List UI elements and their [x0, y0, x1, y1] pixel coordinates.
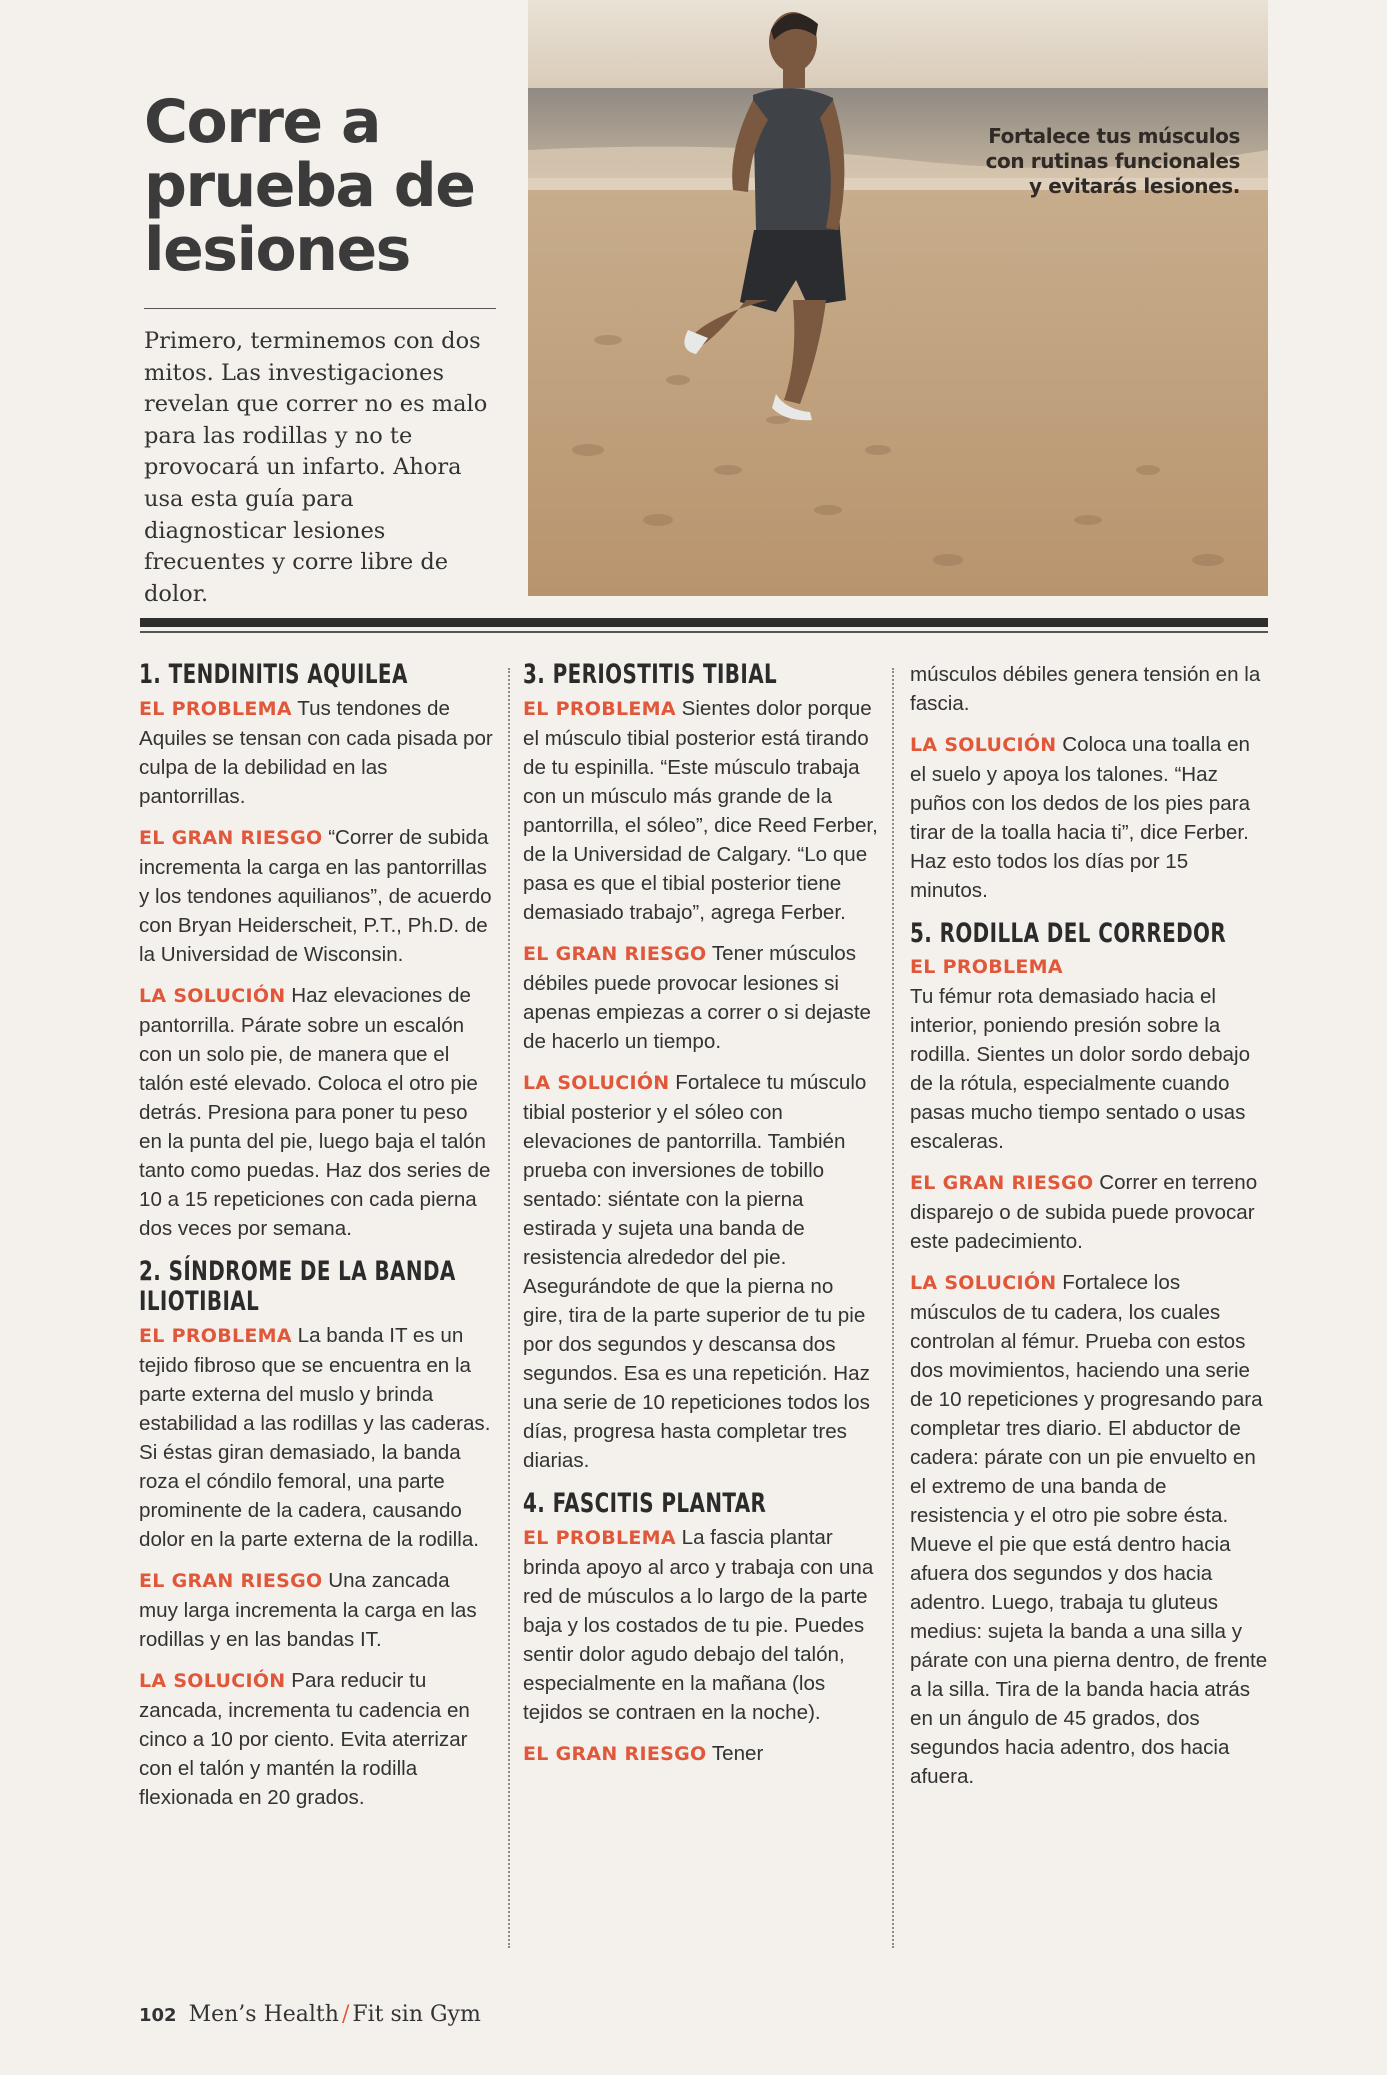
magazine-section: Fit sin Gym	[352, 2002, 481, 2027]
s4-solution	[910, 730, 1270, 905]
s4-risk-continued: músculos débiles genera tensión en la fascia.	[910, 663, 1261, 715]
solution-label: LA SOLUCIÓN	[910, 1272, 1057, 1294]
s3-solution	[523, 1068, 879, 1475]
section-divider-thick	[140, 618, 1268, 627]
title-line-2: prueba de	[144, 151, 475, 221]
s3-risk	[523, 939, 879, 1056]
s1-solution-text: Haz elevaciones de pantorrilla. Párate sobre un escalón con un solo pie, de manera que el talón esté elevado. Coloca el otro pie detrás. Presiona para poner tu peso en la punta del pie, luego baja el talón tanto como puedas. Haz dos series de 10 a 15 repeticiones con cada pierna dos veces por semana.	[139, 984, 491, 1240]
page-number: 102	[139, 2005, 177, 2026]
runner-photo	[528, 0, 1268, 596]
s2-solution	[139, 1666, 493, 1812]
risk-label: EL GRAN RIESGO	[139, 827, 323, 849]
article-title	[144, 87, 504, 285]
section-heading-itband: 2. SÍNDROME DE LA BANDA ILIOTIBIAL	[139, 1256, 456, 1317]
title-line-1: Corre a	[144, 87, 381, 157]
column-2	[523, 660, 879, 1950]
s2-risk	[139, 1566, 493, 1654]
s2-solution-text: Para reducir tu zancada, incrementa tu cadencia en cinco a 10 por ciento. Evita aterrizar con el talón y mantén la rodilla flexionada en 20 grados.	[139, 1669, 470, 1809]
column-1	[139, 660, 493, 1950]
section-heading-tendinitis: 1. TENDINITIS AQUILEA	[139, 659, 408, 690]
s4-problem	[523, 1523, 879, 1727]
s1-solution	[139, 981, 493, 1243]
s3-problem	[523, 694, 879, 927]
column-separator-2	[892, 668, 894, 1948]
title-divider	[144, 308, 496, 309]
s4-risk-text-start: Tener	[711, 1742, 764, 1765]
section-heading-runners-knee: 5. RODILLA DEL CORREDOR	[910, 918, 1227, 949]
s2-risk-text: Una zancada muy larga incrementa la carga en las rodillas y en las bandas IT.	[139, 1569, 477, 1651]
intro-paragraph: Primero, terminemos con dos mitos. Las investigaciones revelan que correr no es malo para las rodillas y no te provocará un infarto. Ahora usa esta guía para diagnosticar lesiones frecuentes y corre libre de dolor.	[144, 328, 488, 607]
column-separator-1	[508, 668, 510, 1948]
s3-problem-text: Sientes dolor porque el músculo tibial posterior está tirando de tu espinilla. “Este músculo trabaja con un músculo más grande de la pantorrilla, el sóleo”, dice Reed Ferber, de la Universidad de Calgary. “Lo que pasa es que el tibial posterior tiene demasiado trabajo”, agrega Ferber.	[523, 697, 878, 924]
s5-problem-text: Tu fémur rota demasiado hacia el interior, poniendo presión sobre la rodilla. Sientes un dolor sordo debajo de la rótula, especialmente cuando pasas mucho tiempo sentado o usas escaleras.	[910, 985, 1251, 1153]
footer-slash: /	[341, 2002, 350, 2027]
solution-label: LA SOLUCIÓN	[139, 1670, 286, 1692]
s4-solution-text: Coloca una toalla en el suelo y apoya los talones. “Haz puños con los dedos de los pies para tirar de la toalla hacia ti”, dice Ferber. Haz esto todos los días por 15 minutos.	[910, 733, 1251, 902]
risk-label: EL GRAN RIESGO	[523, 943, 707, 965]
s5-solution-text: Fortalece los músculos de tu cadera, los cuales controlan al fémur. Prueba con estos dos movimientos, haciendo una serie de 10 repeticiones y progresando para completar tres diario. El abductor de cadera: párate con un pie envuelto en el extremo de una banda de resistencia y el otro pie sobre ésta. Mueve el pie que está dentro hacia afuera dos segundos y dos hacia adentro. Luego, trabaja tu gluteus medius: sujeta la banda a una silla y párate con una pierna dentro, de frente a la silla. Tira de la banda hacia atrás en un ángulo de 45 grados, dos segundos hacia adentro, dos hacia afuera.	[910, 1271, 1268, 1788]
s5-risk	[910, 1168, 1270, 1256]
s1-risk-text: “Correr de subida incrementa la carga en las pantorrillas y los tendones aquilianos”, de acuerdo con Bryan Heiderscheit, P.T., Ph.D. de la Universidad de Wisconsin.	[139, 826, 492, 966]
s3-risk-text: Tener músculos débiles puede provocar lesiones si apenas empiezas a correr o si dejaste de hacerlo un tiempo.	[523, 942, 871, 1053]
solution-label: LA SOLUCIÓN	[139, 985, 286, 1007]
section-heading-plantar: 4. FASCITIS PLANTAR	[523, 1488, 767, 1519]
problem-label: EL PROBLEMA	[139, 1325, 292, 1347]
s5-problem	[910, 953, 1270, 1156]
problem-label: EL PROBLEMA	[523, 698, 676, 720]
s1-problem-text: Tus tendones de Aquiles se tensan con cada pisada por culpa de la debilidad en las pantorrillas.	[139, 697, 493, 808]
s4-risk	[523, 1739, 879, 1769]
problem-label: EL PROBLEMA	[139, 698, 292, 720]
magazine-name: Men’s Health	[188, 2002, 339, 2027]
beach-runner-illustration	[528, 0, 1268, 596]
solution-label: LA SOLUCIÓN	[523, 1072, 670, 1094]
s5-solution	[910, 1268, 1270, 1791]
risk-label: EL GRAN RIESGO	[139, 1570, 323, 1592]
s2-problem-text: La banda IT es un tejido fibroso que se encuentra en la parte externa del muslo y brinda estabilidad a las rodillas y las caderas. Si éstas giran demasiado, la banda roza el cóndilo femoral, una parte prominente de la cadera, causando dolor en la parte externa de la rodilla.	[139, 1324, 491, 1551]
problem-label: EL PROBLEMA	[523, 1527, 676, 1549]
risk-label: EL GRAN RIESGO	[523, 1743, 707, 1765]
s3-solution-text: Fortalece tu músculo tibial posterior y el sóleo con elevaciones de pantorrilla. También prueba con inversiones de tobillo sentado: siéntate con la pierna estirada y sujeta una banda de resistencia alrededor del pie. Asegurándote de que la pierna no gire, tira de la parte superior de tu pie por dos segundos y descansa dos segundos. Esa es una repetición. Haz una serie de 10 repeticiones todos los días, progresa hasta completar tres diarias.	[523, 1071, 870, 1472]
solution-label: LA SOLUCIÓN	[910, 734, 1057, 756]
s2-problem	[139, 1321, 493, 1554]
risk-label: EL GRAN RIESGO	[910, 1172, 1094, 1194]
section-heading-shin: 3. PERIOSTITIS TIBIAL	[523, 659, 778, 690]
s1-risk	[139, 823, 493, 969]
s1-problem	[139, 694, 493, 811]
problem-label: EL PROBLEMA	[910, 956, 1063, 978]
s4-problem-text: La fascia plantar brinda apoyo al arco y trabaja con una red de músculos a lo largo de la parte baja y los costados de tu pie. Puedes sentir dolor agudo debajo del talón, especialmente en la mañana (los tejidos se contraen en la noche).	[523, 1526, 874, 1724]
title-line-3: lesiones	[144, 215, 410, 285]
column-3	[910, 660, 1270, 1950]
photo-caption: Fortalece tus músculos con rutinas funcionales y evitarás lesiones.	[985, 124, 1240, 198]
s5-risk-text: Correr en terreno disparejo o de subida puede provocar este padecimiento.	[910, 1171, 1258, 1253]
section-divider-thin	[140, 631, 1268, 633]
page-footer	[139, 2002, 481, 2027]
